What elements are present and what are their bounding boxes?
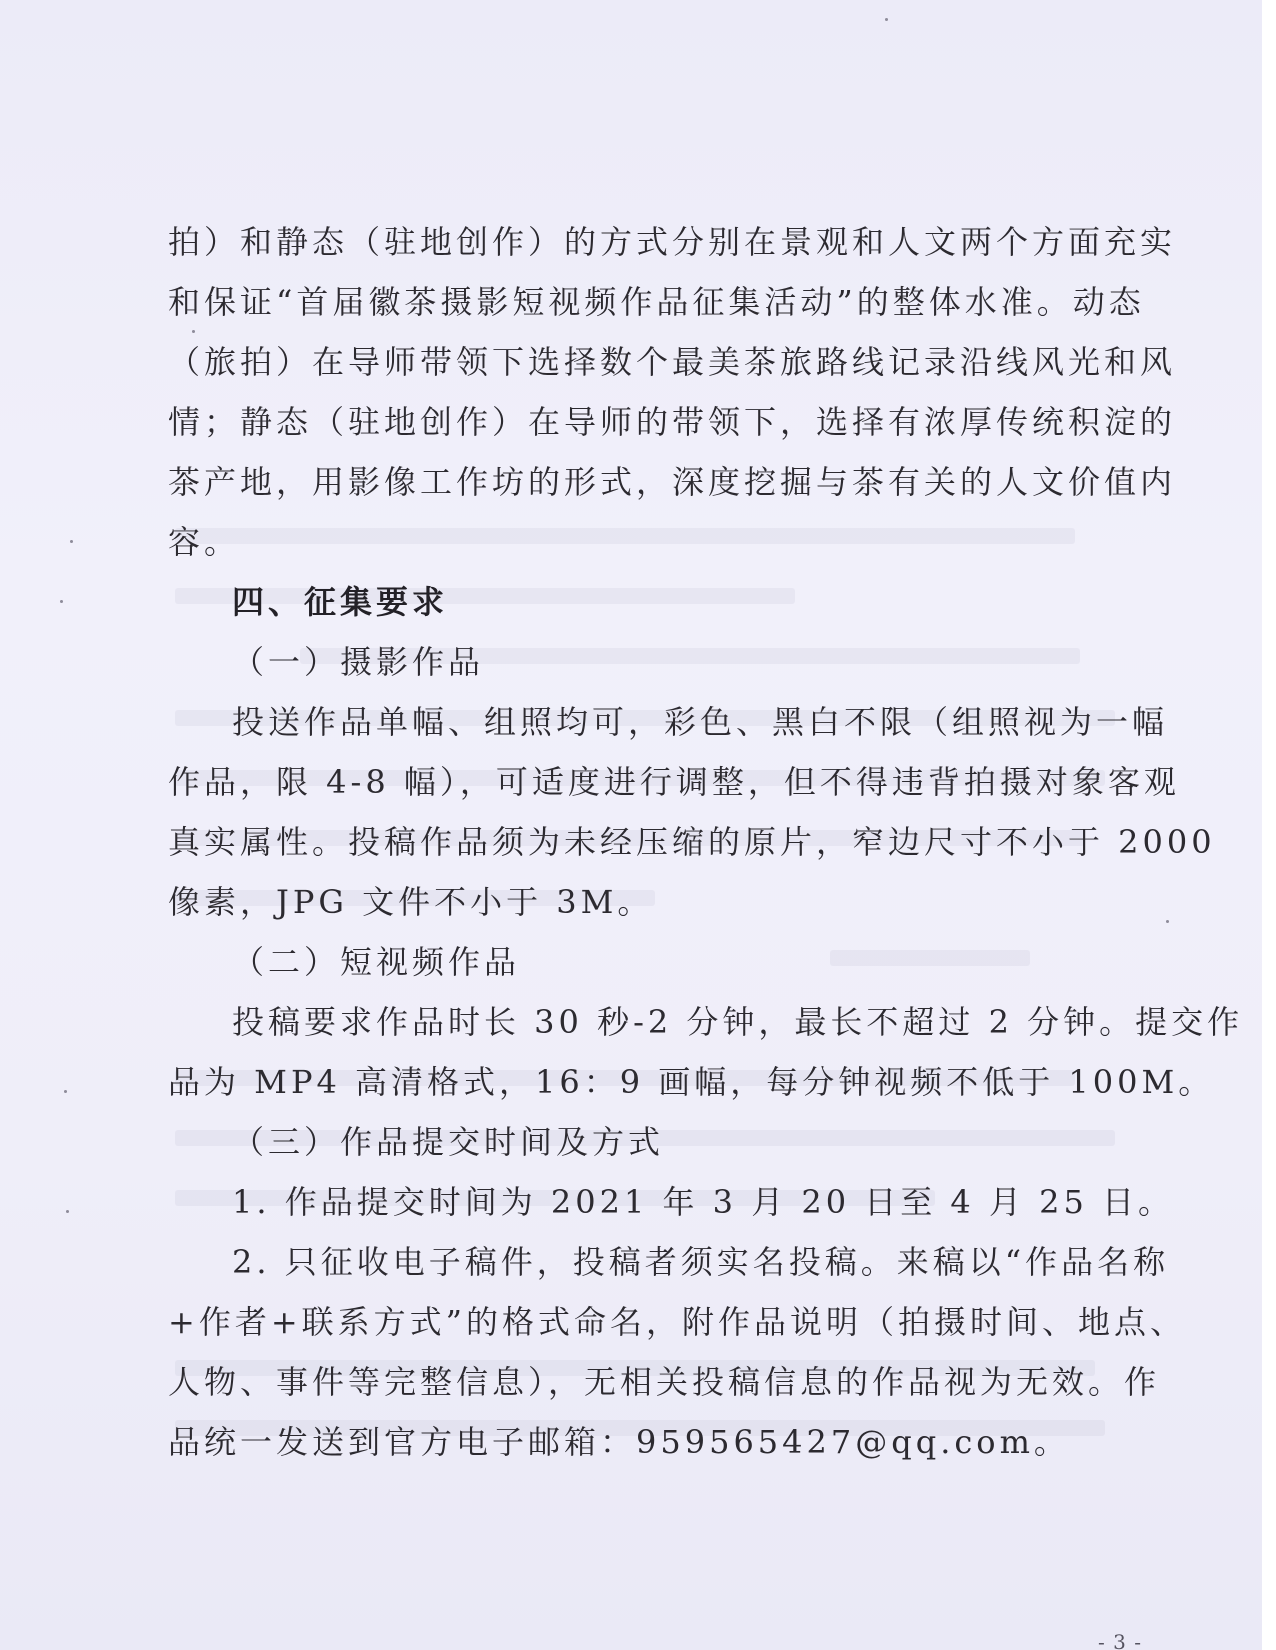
subsection-heading: （一）摄影作品: [232, 643, 485, 681]
page-number: - 3 -: [1098, 1630, 1142, 1650]
body-line: 人物、事件等完整信息），无相关投稿信息的作品视为无效。作: [168, 1363, 1161, 1401]
body-line: 情；静态（驻地创作）在导师的带领下，选择有浓厚传统积淀的: [168, 403, 1177, 441]
scan-speck: [192, 330, 195, 333]
scan-speck: [60, 600, 63, 603]
body-line: 容。: [168, 523, 241, 561]
scan-speck: [1166, 920, 1169, 923]
body-line: +作者+联系方式”的格式命名，附作品说明（拍摄时间、地点、: [168, 1303, 1186, 1341]
body-line: 投送作品单幅、组照均可，彩色、黑白不限（组照视为一幅: [232, 703, 1169, 741]
scan-speck: [70, 540, 73, 543]
body-line: 真实属性。投稿作品须为未经压缩的原片，窄边尺寸不小于 2000: [168, 823, 1216, 861]
subsection-heading: （二）短视频作品: [232, 943, 521, 981]
body-line: 作品，限 4-8 幅），可适度进行调整，但不得违背拍摄对象客观: [168, 763, 1180, 801]
body-line: （旅拍）在导师带领下选择数个最美茶旅路线记录沿线风光和风: [168, 343, 1177, 381]
scan-speck: [64, 1090, 67, 1093]
list-item: 2. 只征收电子稿件，投稿者须实名投稿。来稿以“作品名称: [232, 1243, 1170, 1281]
list-item: 1. 作品提交时间为 2021 年 3 月 20 日至 4 月 25 日。: [232, 1183, 1175, 1221]
body-line: 茶产地，用影像工作坊的形式，深度挖掘与茶有关的人文价值内: [168, 463, 1177, 501]
section-heading: 四、征集要求: [232, 583, 449, 621]
body-line: 拍）和静态（驻地创作）的方式分别在景观和人文两个方面充实: [168, 223, 1177, 261]
scan-speck: [66, 1210, 69, 1213]
body-line: 像素，JPG 文件不小于 3M。: [168, 883, 654, 921]
subsection-heading: （三）作品提交时间及方式: [232, 1123, 665, 1161]
body-line: 和保证“首届徽茶摄影短视频作品征集活动”的整体水准。动态: [168, 283, 1145, 321]
body-line: 投稿要求作品时长 30 秒-2 分钟，最长不超过 2 分钟。提交作: [232, 1003, 1244, 1041]
page-margin: [1262, 0, 1276, 1650]
body-line: 品统一发送到官方电子邮箱：959565427@qq.com。: [168, 1423, 1070, 1461]
body-line: 品为 MP4 高清格式，16：9 画幅，每分钟视频不低于 100M。: [168, 1063, 1215, 1101]
scan-speck: [885, 18, 888, 21]
